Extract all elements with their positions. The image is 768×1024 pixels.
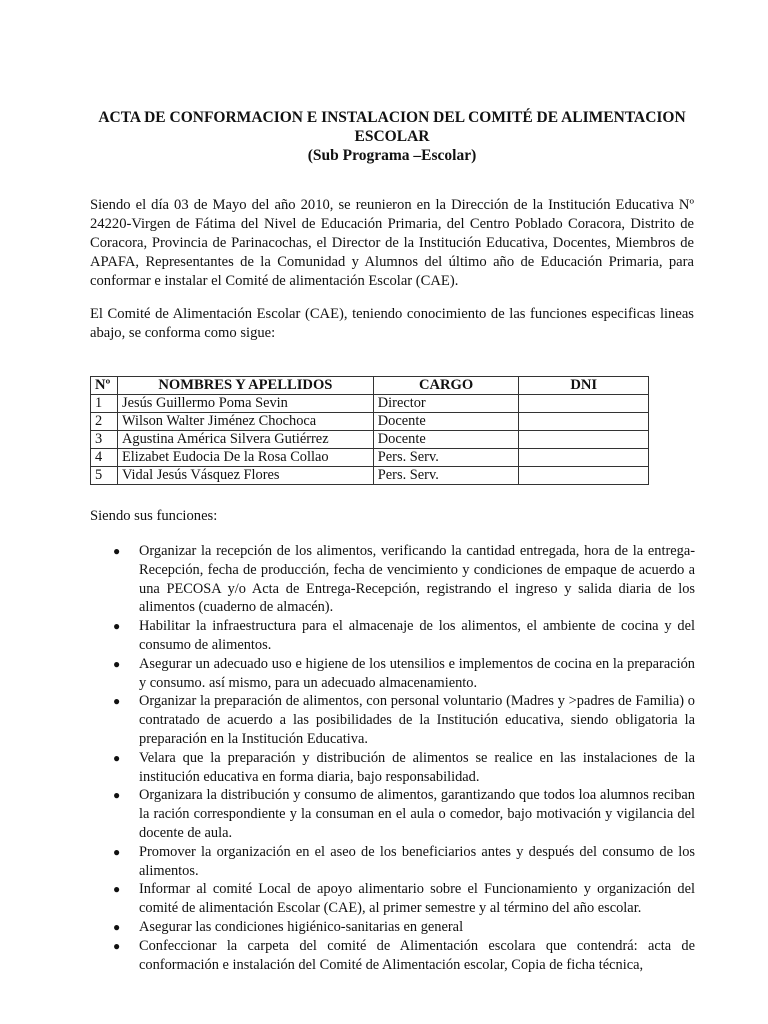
- table-row: [91, 449, 649, 467]
- function-text: Informar al comité Local de apoyo alimentario sobre el Funcionamiento y organización del comité de alimentación Escolar (CAE), al primer semestre y al término del año escolar.: [139, 881, 695, 917]
- header-role: CARGO: [373, 377, 519, 395]
- list-item: [110, 918, 695, 937]
- cell-role: Pers. Serv.: [373, 449, 519, 467]
- cell-name: Agustina América Silvera Gutiérrez: [117, 431, 373, 449]
- document-subtitle: (Sub Programa –Escolar): [307, 147, 477, 164]
- bullet-icon: ●: [113, 788, 121, 803]
- cell-role: Pers. Serv.: [373, 467, 519, 485]
- header-number: Nº: [91, 377, 118, 395]
- function-text: Organizar la recepción de los alimentos, verificando la cantidad entregada, hora de la entrega-Recepción, fecha de producción, fecha de vencimiento y condiciones de empaque de acuerdo a una PECOSA y/o Acta de Entrega-Recepción, registrando el ingreso y salida diaria de los alimentos (cuaderno de almacén).: [139, 543, 695, 616]
- table-row: [91, 431, 649, 449]
- cell-dni: [519, 431, 649, 449]
- function-text: Asegurar las condiciones higiénico-sanitarias en general: [139, 918, 464, 935]
- cell-name: Elizabet Eudocia De la Rosa Collao: [117, 449, 373, 467]
- list-item: [110, 937, 695, 975]
- intro-paragraph: Siendo el día 03 de Mayo del año 2010, se reunieron en la Dirección de la Institución Educativa Nº 24220-Virgen de Fátima del Nivel de Educación Primaria, del Centro Poblado Coracora, Distrito de Coracora, Provincia de Parinacochas, el Director de la Institución Educativa, Docentes, Miembros de APAFA, Representantes de la Comunidad y Alumnos del último año de Educación Primaria, para conformar e instalar el Comité de alimentación Escolar (CAE).: [90, 197, 694, 289]
- function-text: Organizara la distribución y consumo de alimentos, garantizando que todos loa alumnos reciban la ración correspondiente y la consuman en el aula o comedor, bajo motivación y vigilancia del docente de aula.: [139, 787, 695, 841]
- cell-name: Vidal Jesús Vásquez Flores: [117, 467, 373, 485]
- cell-role: Director: [373, 395, 519, 413]
- header-dni: DNI: [519, 377, 649, 395]
- bullet-icon: ●: [113, 938, 121, 953]
- function-text: Organizar la preparación de alimentos, con personal voluntario (Madres y >padres de Familia) o contratado de acuerdo a las posibilidades de la Institución educativa, siendo obligatoria la preparación en la Institución Educativa.: [139, 693, 695, 747]
- function-text: Asegurar un adecuado uso e higiene de los utensilios e implementos de cocina en la preparación y consumo. así mismo, para un adecuado almacenamiento.: [139, 655, 695, 691]
- bullet-icon: ●: [113, 619, 121, 634]
- bullet-icon: ●: [113, 656, 121, 671]
- list-item: [110, 542, 695, 617]
- functions-intro: Siendo sus funciones:: [90, 508, 218, 524]
- table-row: [91, 413, 649, 431]
- cell-number: 4: [91, 449, 118, 467]
- function-text: Habilitar la infraestructura para el almacenaje de los alimentos, el ambiente de cocina y del consumo de alimentos.: [139, 618, 695, 653]
- list-item: [110, 617, 695, 655]
- cell-name: Jesús Guillermo Poma Sevin: [117, 395, 373, 413]
- cell-role: Docente: [373, 413, 519, 431]
- table-row: [91, 395, 649, 413]
- document-title: [88, 108, 696, 165]
- cell-number: 2: [91, 413, 118, 431]
- list-item: [110, 880, 695, 918]
- title-line-1: ACTA DE CONFORMACION E INSTALACION DEL COMITÉ DE ALIMENTACION: [98, 109, 686, 126]
- list-item: [110, 692, 695, 748]
- bullet-icon: ●: [113, 694, 121, 709]
- header-names: NOMBRES Y APELLIDOS: [117, 377, 373, 395]
- title-line-2: ESCOLAR: [354, 128, 430, 145]
- cell-name: Wilson Walter Jiménez Chochoca: [117, 413, 373, 431]
- cell-dni: [519, 449, 649, 467]
- function-text: Velara que la preparación y distribución de alimentos se realice en las instalaciones de la institución educativa en forma diaria, bajo responsabilidad.: [139, 749, 695, 785]
- members-table: [90, 376, 649, 485]
- bullet-icon: ●: [113, 844, 121, 859]
- cell-dni: [519, 395, 649, 413]
- bullet-icon: ●: [113, 919, 121, 934]
- functions-list: [110, 542, 695, 974]
- list-item: [110, 786, 695, 842]
- function-text: Promover la organización en el aseo de los beneficiarios antes y después del consumo de los alimentos.: [139, 843, 695, 879]
- cell-dni: [519, 413, 649, 431]
- list-item: [110, 749, 695, 787]
- table-row: [91, 467, 649, 485]
- table-header-row: [91, 377, 649, 395]
- list-item: [110, 655, 695, 693]
- bullet-icon: ●: [113, 882, 121, 897]
- function-text: Confeccionar la carpeta del comité de Alimentación escolara que contendrá: acta de conformación e instalación del Comité de Alimentación escolar, Copia de ficha técnica,: [139, 937, 695, 973]
- bullet-icon: ●: [113, 544, 121, 558]
- cell-number: 3: [91, 431, 118, 449]
- cell-role: Docente: [373, 431, 519, 449]
- bullet-icon: ●: [113, 750, 121, 765]
- list-item: [110, 843, 695, 881]
- committee-paragraph: El Comité de Alimentación Escolar (CAE), teniendo conocimiento de las funciones especificas lineas abajo, se conforma como sigue:: [90, 306, 694, 341]
- cell-number: 1: [91, 395, 118, 413]
- cell-dni: [519, 467, 649, 485]
- cell-number: 5: [91, 467, 118, 485]
